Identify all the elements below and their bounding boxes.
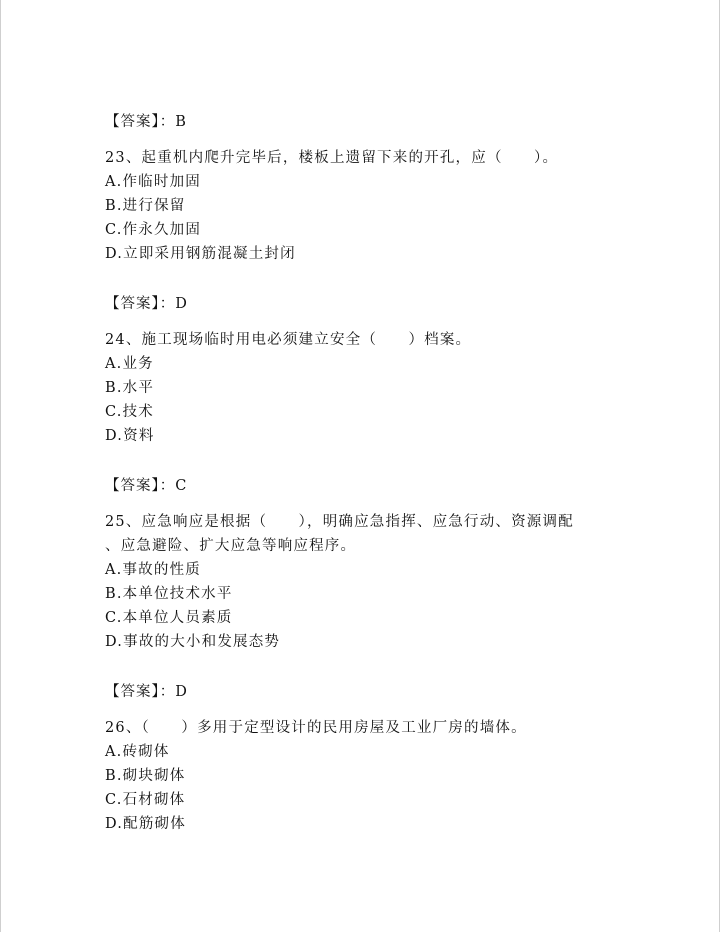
question-stem-23: 23、起重机内爬升完毕后，楼板上遗留下来的开孔，应（ ）。 [105,150,559,166]
answer-line-q22: 【答案】：B [105,114,187,130]
option-a: A.业务 [105,356,154,372]
option-d: D.立即采用钢筋混凝土封闭 [105,246,296,262]
option-c: C.石材砌体 [105,792,186,808]
answer-line-q24: 【答案】：C [105,478,188,494]
option-a: A.砖砌体 [105,744,170,760]
option-b: B.进行保留 [105,198,186,214]
option-b: B.本单位技术水平 [105,586,233,602]
spacer [105,316,625,328]
option-d: D.事故的大小和发展态势 [105,634,281,650]
option-c: C.作永久加固 [105,222,202,238]
spacer [105,448,625,474]
spacer [105,704,625,716]
question-stem-26: 26、（ ）多用于定型设计的民用房屋及工业厂房的墙体。 [105,720,527,736]
question-stem-25-line1: 25、应急响应是根据（ ），明确应急指挥、应急行动、资源调配 [105,514,574,530]
exam-content [105,110,625,836]
answer-line-q23: 【答案】：D [105,296,188,312]
option-b: B.水平 [105,380,155,396]
page-border-left [0,0,1,932]
question-stem-25-line2: 、应急避险、扩大应急等响应程序。 [105,538,357,554]
option-c: C.本单位人员素质 [105,610,233,626]
answer-line-q25: 【答案】：D [105,684,188,700]
option-b: B.砌块砌体 [105,768,186,784]
option-c: C.技术 [105,404,154,420]
question-stem-24: 24、施工现场临时用电必须建立安全（ ）档案。 [105,332,472,348]
option-a: A.作临时加固 [105,174,201,190]
option-a: A.事故的性质 [105,562,201,578]
option-d: D.资料 [105,428,155,444]
spacer [105,266,625,292]
spacer [105,654,625,680]
spacer [105,134,625,146]
spacer [105,498,625,510]
option-d: D.配筋砌体 [105,816,186,832]
